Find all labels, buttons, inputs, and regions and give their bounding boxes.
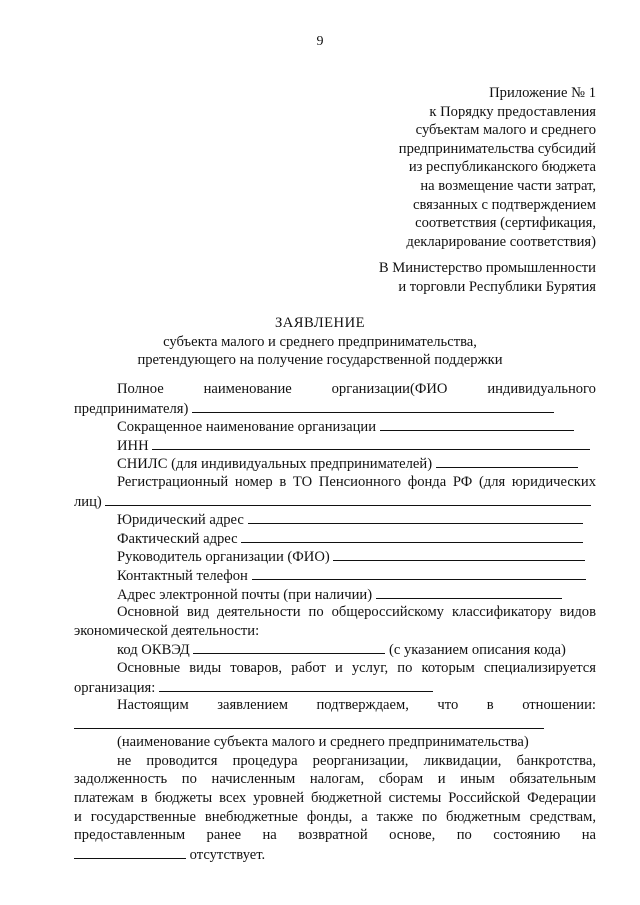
appendix-line: к Порядку предоставления — [429, 103, 596, 120]
appendix-line: связанных с подтверждением — [412, 196, 596, 213]
pfr-label: Регистрационный номер в ТО Пенсионного фонда РФ (для юридических — [117, 473, 596, 490]
statement-line: и государственные внебюджетные фонды, а также по бюджетным средствам, — [74, 808, 596, 825]
phone-row: Контактный телефон — [74, 566, 596, 585]
appendix-line: соответствия (сертификация, — [415, 215, 596, 232]
appendix-line: предпринимательства субсидий — [398, 140, 596, 157]
appendix-line: Приложение № 1 — [489, 85, 596, 101]
short-name-field[interactable] — [380, 417, 574, 431]
date-row: отсутствует. — [74, 845, 596, 864]
confirm-label: Настоящим заявлением подтверждаем, что в отношении: — [117, 697, 596, 714]
full-name-row: предпринимателя) — [74, 399, 596, 418]
addressee-line: В Министерство промышленности — [378, 260, 596, 276]
document-title: ЗАЯВЛЕНИЕ — [274, 315, 366, 331]
head-field[interactable] — [333, 547, 585, 561]
statement-line: задолженность по начисленным налогам, сборам и иным обязательным — [74, 771, 596, 788]
head-row: Руководитель организации (ФИО) — [74, 547, 596, 566]
email-field[interactable] — [376, 585, 562, 599]
statement-line: предоставленным ранее на возвратной основе, по состоянию на — [74, 827, 596, 844]
actual-address-field[interactable] — [241, 529, 583, 543]
application-form — [74, 380, 596, 863]
appendix-line: на возмещение части затрат, — [420, 177, 596, 194]
addressee-line: и торговли Республики Бурятия — [398, 278, 596, 295]
appendix-line: из республиканского бюджета — [408, 159, 596, 176]
snils-row: СНИЛС (для индивидуальных предпринимателей) — [74, 454, 596, 473]
subject-field[interactable] — [74, 715, 544, 729]
statement-line: не проводится процедура реорганизации, ликвидации, банкротства, — [117, 752, 596, 769]
document-subtitle: субъекта малого и среднего предпринимательства, — [163, 333, 477, 350]
appendix-line: декларирование соответствия) — [406, 233, 596, 250]
legal-address-row: Юридический адрес — [74, 510, 596, 529]
date-field[interactable] — [74, 845, 186, 859]
full-name-label: Полное наименование организации(ФИО индивидуального — [117, 381, 596, 397]
subject-row — [74, 715, 596, 734]
snils-field[interactable] — [436, 454, 578, 468]
legal-address-field[interactable] — [248, 510, 583, 524]
inn-field[interactable] — [152, 436, 590, 450]
phone-field[interactable] — [252, 566, 586, 580]
appendix-header — [399, 84, 596, 251]
appendix-line: субъектам малого и среднего — [415, 122, 596, 139]
page-number: 9 — [316, 34, 324, 49]
okved-row: код ОКВЭД (с указанием описания кода) — [117, 642, 566, 659]
goods-field[interactable] — [159, 678, 433, 692]
statement-line: платежам в бюджеты всех уровней бюджетной системы Российской Федерации — [74, 790, 596, 807]
title-block — [0, 314, 640, 370]
full-name-field[interactable] — [192, 399, 554, 413]
document-subtitle: претендующего на получение государственной поддержки — [137, 352, 503, 369]
goods-label: Основные виды товаров, работ и услуг, по которым специализируется — [117, 659, 596, 676]
pfr-field[interactable] — [105, 492, 591, 506]
addressee — [379, 259, 596, 296]
okved-field[interactable] — [193, 640, 385, 654]
pfr-row: лиц) — [74, 492, 596, 511]
goods-row: организация: — [74, 678, 596, 697]
actual-address-row: Фактический адрес — [74, 529, 596, 548]
subject-caption: (наименование субъекта малого и среднего предпринимательства) — [117, 734, 529, 751]
email-row: Адрес электронной почты (при наличии) — [74, 585, 596, 604]
inn-row: ИНН — [74, 436, 596, 455]
okved-label-cont: экономической деятельности: — [74, 622, 260, 639]
short-name-row: Сокращенное наименование организации — [74, 417, 596, 436]
okved-label: Основной вид деятельности по общероссийскому классификатору видов — [117, 604, 596, 621]
